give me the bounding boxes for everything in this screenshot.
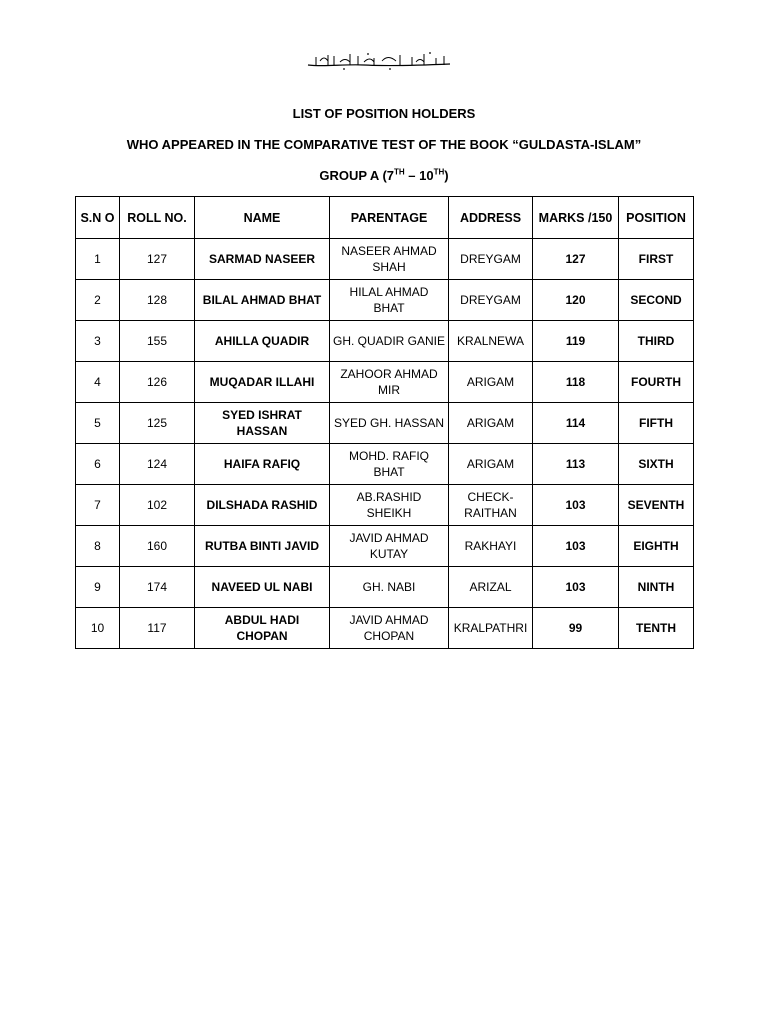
group-heading-suffix: ) <box>444 168 449 183</box>
cell-sno: 8 <box>76 526 120 567</box>
cell-marks: 103 <box>533 567 619 608</box>
cell-address: DREYGAM <box>449 280 533 321</box>
cell-position: NINTH <box>619 567 694 608</box>
cell-position: FOURTH <box>619 362 694 403</box>
list-title: LIST OF POSITION HOLDERS <box>292 106 476 121</box>
cell-marks: 127 <box>533 239 619 280</box>
cell-address: KRALNEWA <box>449 321 533 362</box>
cell-roll-no: 102 <box>120 485 195 526</box>
header-sno: S.N O <box>76 197 120 239</box>
cell-parentage: ZAHOOR AHMAD MIR <box>330 362 449 403</box>
cell-marks: 103 <box>533 526 619 567</box>
cell-address: CHECK-RAITHAN <box>449 485 533 526</box>
cell-position: SEVENTH <box>619 485 694 526</box>
cell-roll-no: 127 <box>120 239 195 280</box>
cell-name: BILAL AHMAD BHAT <box>195 280 330 321</box>
table-row <box>76 567 694 608</box>
cell-sno: 6 <box>76 444 120 485</box>
cell-name: NAVEED UL NABI <box>195 567 330 608</box>
table-row <box>76 239 694 280</box>
cell-parentage: JAVID AHMAD KUTAY <box>330 526 449 567</box>
cell-parentage: AB.RASHID SHEIKH <box>330 485 449 526</box>
cell-address: ARIZAL <box>449 567 533 608</box>
cell-sno: 3 <box>76 321 120 362</box>
cell-parentage: NASEER AHMAD SHAH <box>330 239 449 280</box>
table-row <box>76 403 694 444</box>
position-holders-table <box>75 196 694 649</box>
cell-roll-no: 160 <box>120 526 195 567</box>
cell-position: EIGHTH <box>619 526 694 567</box>
cell-marks: 113 <box>533 444 619 485</box>
cell-roll-no: 124 <box>120 444 195 485</box>
cell-marks: 99 <box>533 608 619 649</box>
cell-sno: 2 <box>76 280 120 321</box>
cell-parentage: MOHD. RAFIQ BHAT <box>330 444 449 485</box>
group-heading <box>0 168 768 183</box>
cell-name: DILSHADA RASHID <box>195 485 330 526</box>
cell-name: MUQADAR ILLAHI <box>195 362 330 403</box>
cell-name: HAIFA RAFIQ <box>195 444 330 485</box>
table-row <box>76 608 694 649</box>
cell-sno: 9 <box>76 567 120 608</box>
header-name: NAME <box>195 197 330 239</box>
cell-roll-no: 128 <box>120 280 195 321</box>
list-subtitle: WHO APPEARED IN THE COMPARATIVE TEST OF THE BOOK “GULDASTA-ISLAM” <box>126 137 642 152</box>
cell-roll-no: 174 <box>120 567 195 608</box>
cell-roll-no: 126 <box>120 362 195 403</box>
table-header-row <box>76 197 694 239</box>
header-marks: MARKS /150 <box>533 197 619 239</box>
bismillah-calligraphy <box>304 50 454 72</box>
cell-parentage: GH. QUADIR GANIE <box>330 321 449 362</box>
group-heading-prefix: GROUP A (7 <box>319 168 395 183</box>
header-roll-no: ROLL NO. <box>120 197 195 239</box>
cell-address: KRALPATHRI <box>449 608 533 649</box>
bismillah-calligraphy-image <box>304 50 454 72</box>
cell-position: FIRST <box>619 239 694 280</box>
cell-marks: 114 <box>533 403 619 444</box>
cell-name: ABDUL HADI CHOPAN <box>195 608 330 649</box>
cell-name: SYED ISHRAT HASSAN <box>195 403 330 444</box>
table-row <box>76 444 694 485</box>
cell-marks: 120 <box>533 280 619 321</box>
group-heading-sup-1: TH <box>394 167 405 177</box>
cell-name: AHILLA QUADIR <box>195 321 330 362</box>
cell-sno: 4 <box>76 362 120 403</box>
cell-position: SIXTH <box>619 444 694 485</box>
cell-roll-no: 155 <box>120 321 195 362</box>
cell-parentage: GH. NABI <box>330 567 449 608</box>
table-row <box>76 485 694 526</box>
cell-marks: 119 <box>533 321 619 362</box>
cell-roll-no: 125 <box>120 403 195 444</box>
cell-parentage: HILAL AHMAD BHAT <box>330 280 449 321</box>
cell-address: RAKHAYI <box>449 526 533 567</box>
cell-parentage: SYED GH. HASSAN <box>330 403 449 444</box>
cell-roll-no: 117 <box>120 608 195 649</box>
group-heading-mid: – 10 <box>404 168 434 183</box>
cell-position: FIFTH <box>619 403 694 444</box>
cell-address: ARIGAM <box>449 362 533 403</box>
cell-sno: 1 <box>76 239 120 280</box>
cell-address: ARIGAM <box>449 403 533 444</box>
table-row <box>76 362 694 403</box>
cell-parentage: JAVID AHMAD CHOPAN <box>330 608 449 649</box>
cell-position: TENTH <box>619 608 694 649</box>
table-row <box>76 526 694 567</box>
cell-position: SECOND <box>619 280 694 321</box>
cell-marks: 118 <box>533 362 619 403</box>
header-position: POSITION <box>619 197 694 239</box>
cell-marks: 103 <box>533 485 619 526</box>
cell-sno: 10 <box>76 608 120 649</box>
cell-name: RUTBA BINTI JAVID <box>195 526 330 567</box>
table-row <box>76 280 694 321</box>
cell-address: DREYGAM <box>449 239 533 280</box>
table-row <box>76 321 694 362</box>
header-address: ADDRESS <box>449 197 533 239</box>
group-heading-sup-2: TH <box>433 167 445 177</box>
cell-sno: 5 <box>76 403 120 444</box>
cell-address: ARIGAM <box>449 444 533 485</box>
header-parentage: PARENTAGE <box>330 197 449 239</box>
cell-position: THIRD <box>619 321 694 362</box>
cell-sno: 7 <box>76 485 120 526</box>
cell-name: SARMAD NASEER <box>195 239 330 280</box>
